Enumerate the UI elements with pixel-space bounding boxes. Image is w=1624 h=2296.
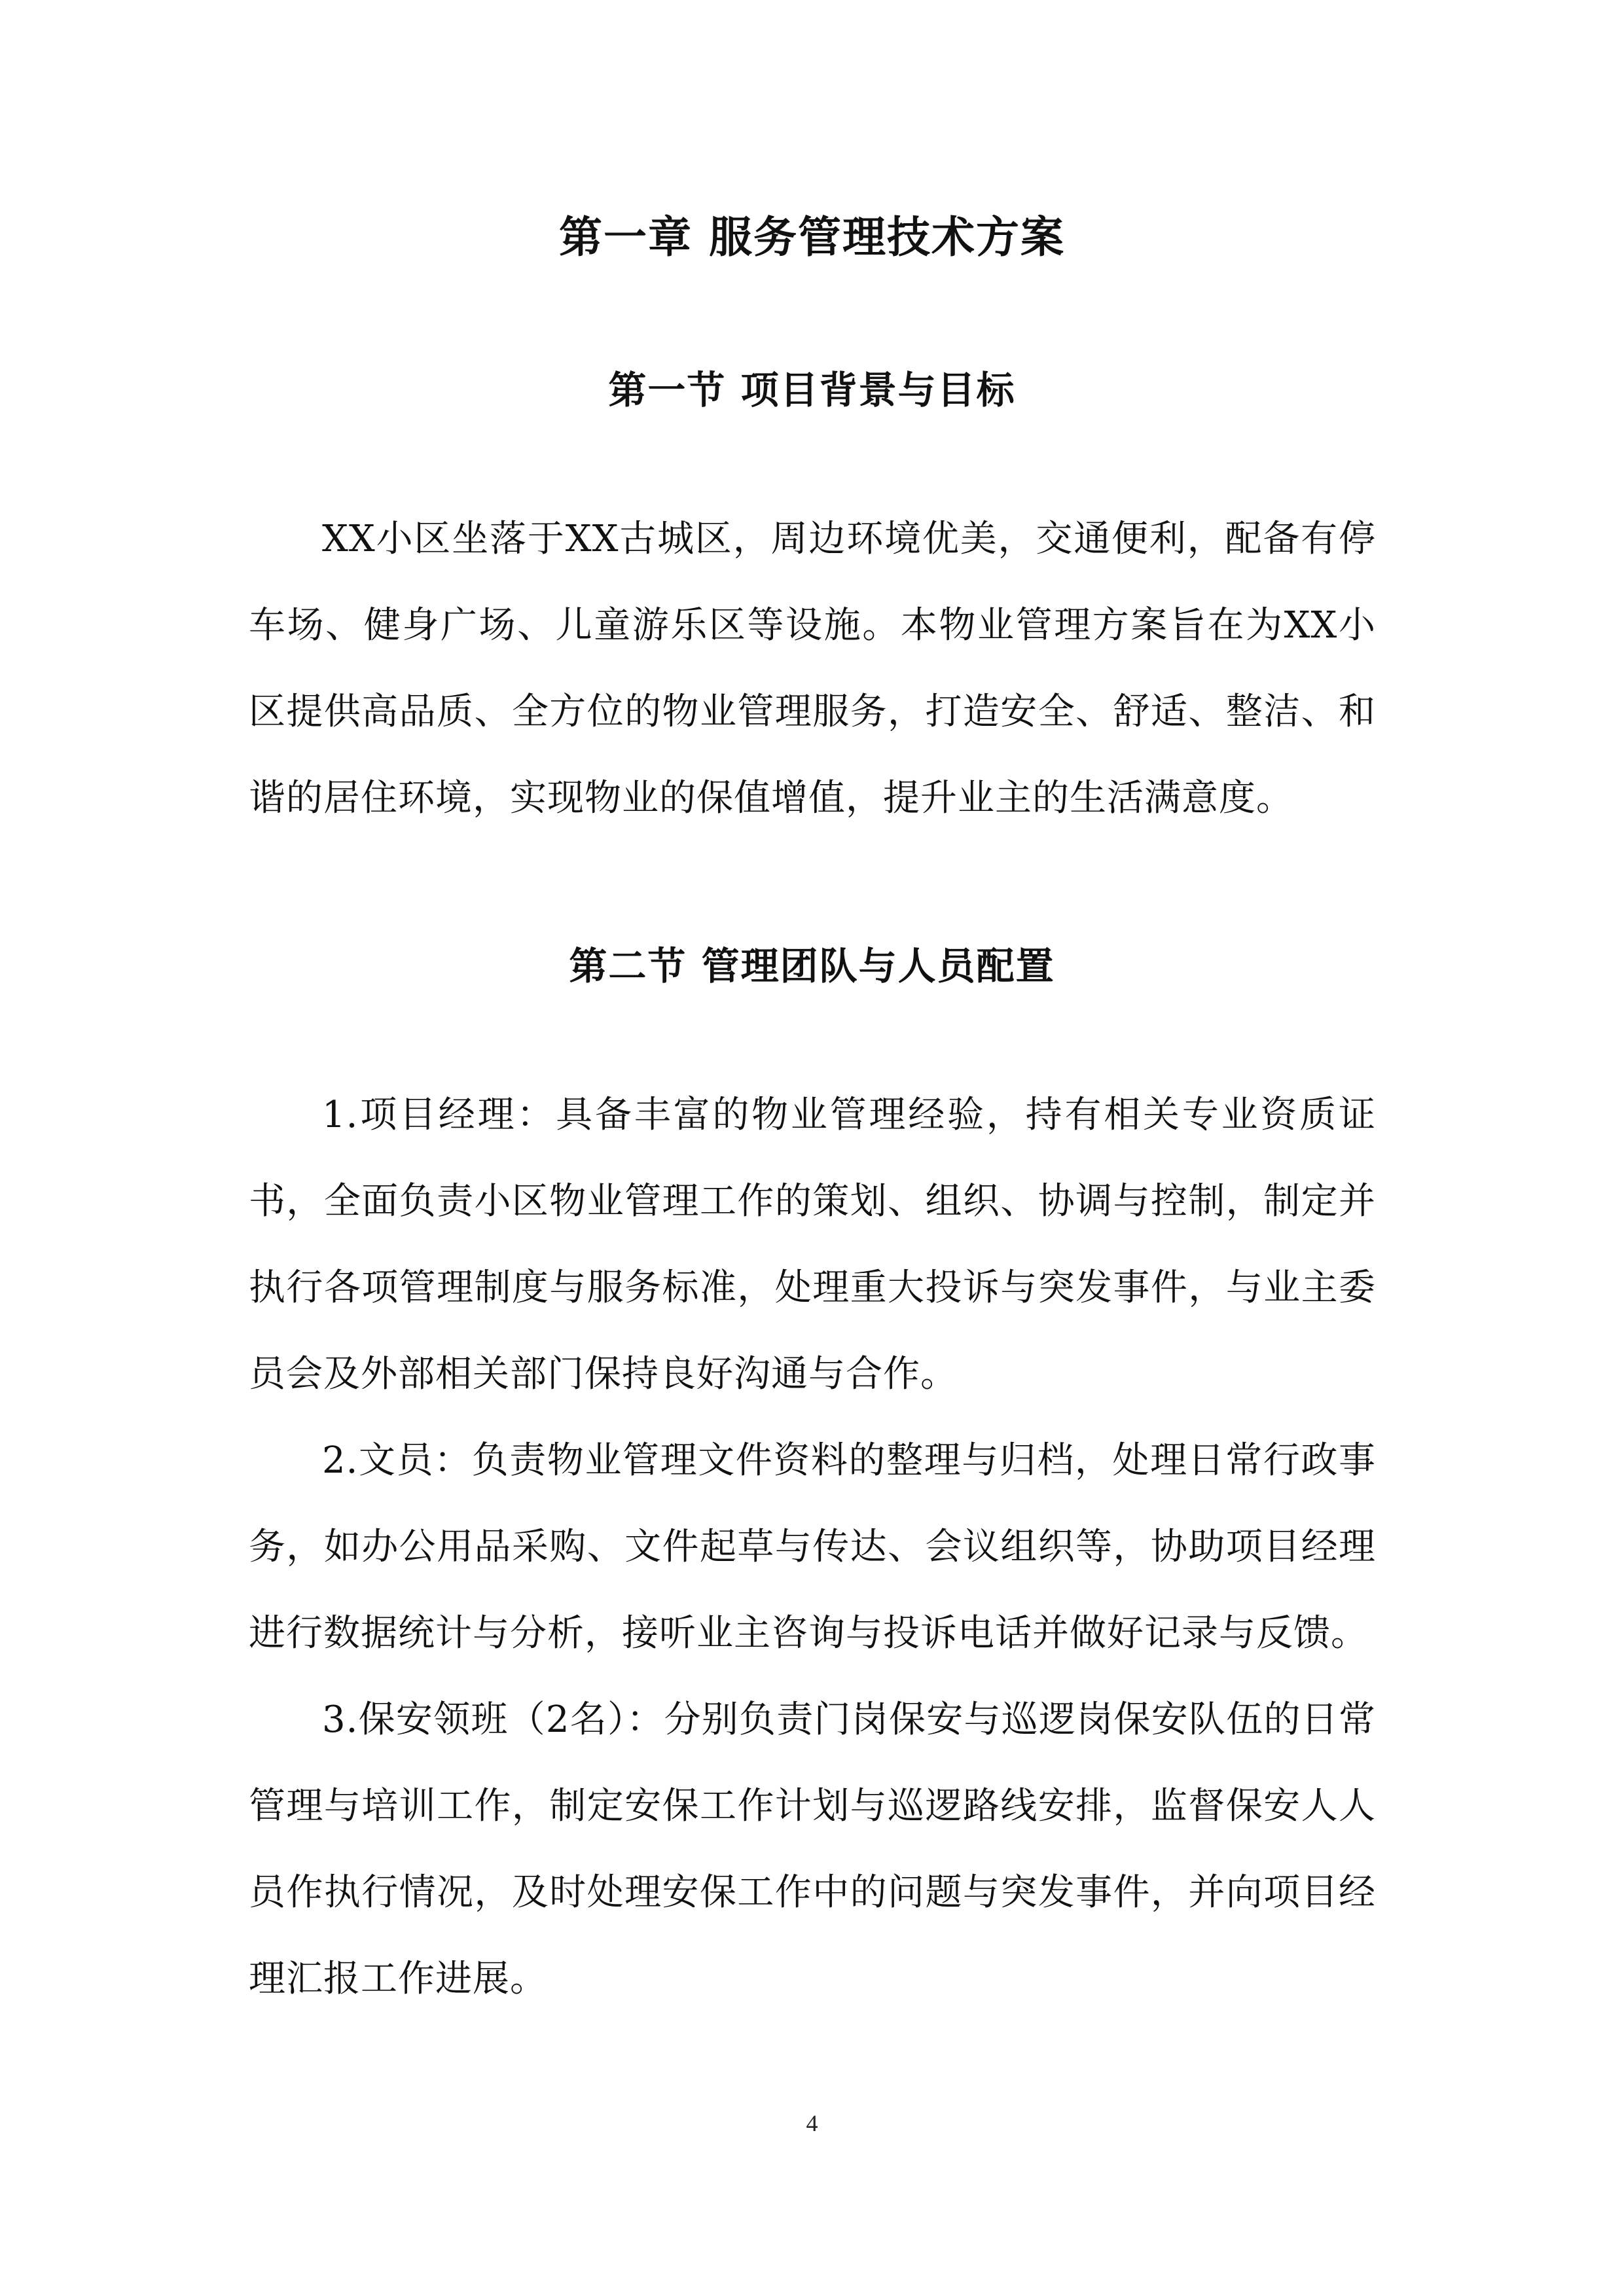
section-title-background-goals: 第一节 项目背景与目标 (608, 368, 1016, 412)
section-title-team-staffing: 第二节 管理团队与人员配置 (569, 944, 1055, 988)
paragraph-clerk: 2.文员：负责物业管理文件资料的整理与归档，处理日常行政事务，如办公用品采购、文件起草与传达、会议组织等，协助项目经理进行数据统计与分析，接听业主咨询与投诉电话并做好记录与反馈。 (249, 1439, 1376, 1655)
paragraph-project-manager: 1.项目经理：具备丰富的物业管理经验，持有相关专业资质证书，全面负责小区物业管理工作的策划、组织、协调与控制，制定并执行各项管理制度与服务标准，处理重大投诉与突发事件，与业主委员会及外部相关部门保持良好沟通与合作。 (249, 1094, 1376, 1395)
paragraph-project-background: XX小区坐落于XX古城区，周边环境优美，交通便利，配备有停车场、健身广场、儿童游乐区等设施。本物业管理方案旨在为XX小区提供高品质、全方位的物业管理服务，打造安全、舒适、整洁、和谐的居住环境，实现物业的保值增值，提升业主的生活满意度。 (249, 518, 1376, 819)
paragraph-security-supervisor: 3.保安领班（2名）：分别负责门岗保安与巡逻岗保安队伍的日常管理与培训工作，制定安保工作计划与巡逻路线安排，监督保安人人员作执行情况，及时处理安保工作中的问题与突发事件，并向项目经理汇报工作进展。 (249, 1698, 1376, 2000)
page-number: 4 (806, 2110, 818, 2136)
chapter-title: 第一章 服务管理技术方案 (559, 212, 1065, 262)
